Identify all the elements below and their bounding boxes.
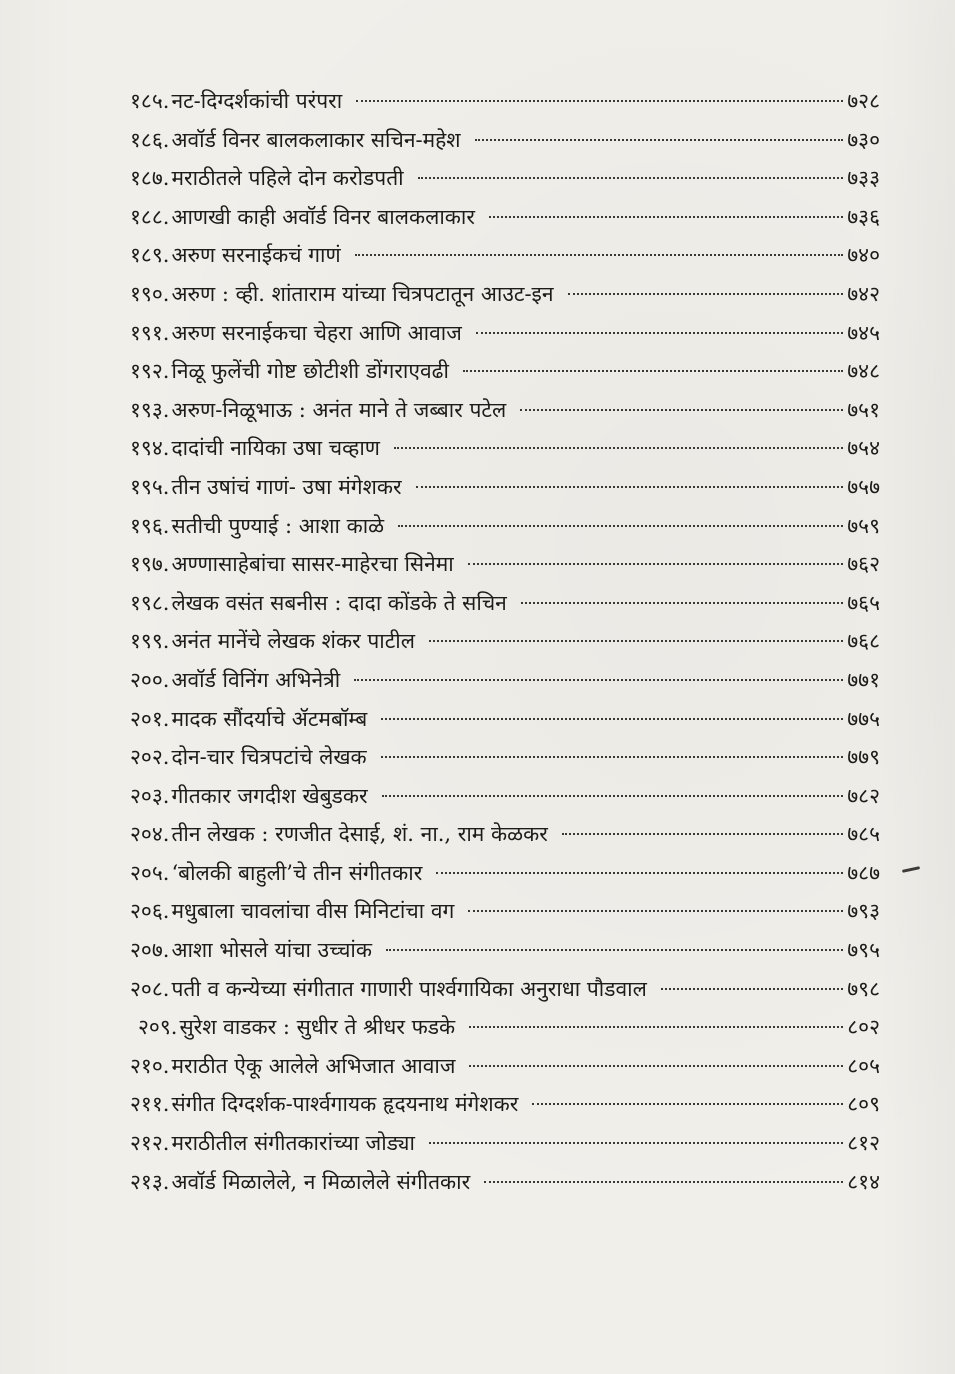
entry-number: २०९. — [138, 1015, 178, 1040]
entry-number: १८५. — [130, 89, 170, 113]
entry-number: १९२. — [130, 359, 170, 384]
toc-entry — [130, 622, 880, 661]
toc-entry — [130, 352, 880, 391]
dot-leader — [354, 679, 843, 681]
entry-page-number: ७५४ — [847, 436, 880, 461]
toc-entry — [130, 584, 880, 623]
toc-entry — [130, 661, 880, 700]
entry-number: २०४. — [130, 822, 170, 847]
entry-number: १९९. — [130, 629, 170, 654]
entry-page-number: ७३० — [847, 127, 880, 152]
entry-number: १९७. — [130, 552, 170, 577]
toc-entry — [130, 507, 880, 546]
entry-page-number: ७३३ — [847, 166, 880, 191]
dot-leader — [521, 602, 843, 604]
toc-entry — [130, 738, 880, 777]
entry-title: अनंत मानेंचे लेखक शंकर पाटील — [171, 629, 415, 654]
entry-number: २१३. — [130, 1169, 170, 1194]
entry-number: १९३. — [130, 397, 170, 422]
toc-entry — [130, 236, 880, 275]
entry-page-number: ७८२ — [847, 783, 880, 808]
dot-leader — [562, 833, 843, 835]
toc-entry — [130, 429, 880, 468]
toc-entry — [130, 1085, 880, 1124]
entry-number: १८६. — [130, 127, 170, 152]
toc-entry — [130, 82, 880, 121]
entry-title: आणखी काही अवॉर्ड विनर बालकलाकार — [171, 204, 475, 229]
entry-number: २१२. — [130, 1131, 170, 1156]
entry-number: १९८. — [130, 590, 170, 615]
toc-entry — [130, 970, 880, 1009]
entry-page-number: ८१४ — [847, 1169, 880, 1194]
entry-page-number: ७९८ — [847, 976, 880, 1001]
entry-number: १९१. — [130, 320, 170, 345]
entry-title: अरुण सरनाईकचं गाणं — [171, 243, 341, 268]
entry-title: पती व कन्येच्या संगीतात गाणारी पार्श्वगायिका अनुराधा पौडवाल — [171, 976, 647, 1001]
entry-page-number: ८०९ — [847, 1092, 880, 1117]
entry-page-number: ८०५ — [847, 1053, 880, 1078]
entry-number: २१०. — [130, 1053, 170, 1078]
entry-page-number: ७५७ — [847, 474, 880, 499]
entry-page-number: ७७५ — [847, 706, 880, 731]
entry-title: मराठीत ऐकू आलेले अभिजात आवाज — [171, 1053, 456, 1078]
entry-page-number: ७४८ — [847, 359, 880, 384]
toc-entry — [130, 854, 880, 893]
entry-page-number: ८०२ — [847, 1015, 880, 1040]
entry-number: १९४. — [130, 436, 170, 461]
toc-entry — [130, 275, 880, 314]
entry-title: अरुण-निळूभाऊ : अनंत माने ते जब्बार पटेल — [171, 397, 507, 422]
entry-title: अरुण सरनाईकचा चेहरा आणि आवाज — [171, 320, 462, 345]
entry-title: तीन उषांचं गाणं- उषा मंगेशकर — [171, 474, 402, 499]
entry-number: २००. — [130, 667, 170, 692]
entry-title: मराठीतले पहिले दोन करोडपती — [171, 166, 404, 191]
dot-leader — [356, 100, 843, 102]
dot-leader — [386, 949, 843, 951]
entry-number: १८८. — [130, 204, 170, 229]
entry-page-number: ७४० — [847, 243, 880, 268]
entry-page-number: ७३६ — [847, 204, 880, 229]
toc-entry — [130, 391, 880, 430]
dot-leader — [468, 910, 843, 912]
toc-entry — [130, 892, 880, 931]
entry-page-number: ७५९ — [847, 513, 880, 538]
dot-leader — [436, 872, 843, 874]
entry-page-number: ७६२ — [847, 552, 880, 577]
toc-entry — [130, 468, 880, 507]
entry-page-number: ७८५ — [847, 822, 880, 847]
entry-page-number: ७४५ — [847, 320, 880, 345]
entry-page-number: ७६८ — [847, 629, 880, 654]
entry-number: २११. — [130, 1092, 170, 1117]
entry-title: सुरेश वाडकर : सुधीर ते श्रीधर फडके — [179, 1015, 456, 1040]
entry-page-number: ७९३ — [847, 899, 880, 924]
toc-entry — [130, 1047, 880, 1086]
entry-title: अवॉर्ड विनर बालकलाकार सचिन-महेश — [171, 127, 461, 152]
entry-title: अवॉर्ड मिळालेले, न मिळालेले संगीतकार — [171, 1169, 471, 1194]
entry-number: २०३. — [130, 783, 170, 808]
toc-entry — [130, 121, 880, 160]
entry-title: नट-दिग्दर्शकांची परंपरा — [171, 89, 343, 113]
entry-page-number: ७६५ — [847, 590, 880, 615]
entry-title: निळू फुलेंची गोष्ट छोटीशी डोंगराएवढी — [171, 359, 449, 384]
dot-leader — [489, 216, 843, 218]
entry-number: २०६. — [130, 899, 170, 924]
dot-leader — [532, 1103, 843, 1105]
dot-leader — [418, 177, 844, 179]
entry-title: तीन लेखक : रणजीत देसाई, शं. ना., राम केळकर — [171, 822, 548, 847]
dot-leader — [429, 1142, 843, 1144]
entry-page-number: ७७१ — [847, 667, 880, 692]
dot-leader — [355, 254, 844, 256]
toc-entry — [130, 1124, 880, 1163]
table-of-contents — [130, 82, 880, 1201]
entry-number: १९५. — [130, 474, 170, 499]
toc-entry — [130, 931, 880, 970]
entry-title: लेखक वसंत सबनीस : दादा कोंडके ते सचिन — [171, 590, 507, 615]
entry-title: ‘बोलकी बाहुली’चे तीन संगीतकार — [171, 860, 423, 885]
entry-title: दोन-चार चित्रपटांचे लेखक — [171, 745, 367, 770]
entry-number: १८९. — [130, 243, 170, 268]
toc-entry — [130, 1163, 880, 1202]
dot-leader — [382, 795, 844, 797]
toc-entry — [130, 314, 880, 353]
entry-number: २०८. — [130, 976, 170, 1001]
dot-leader — [469, 1026, 843, 1028]
entry-title: संगीत दिग्दर्शक-पार्श्वगायक हृदयनाथ मंगेशकर — [171, 1092, 519, 1117]
entry-number: २०५. — [130, 860, 170, 885]
toc-entry — [130, 545, 880, 584]
dot-leader — [469, 1065, 843, 1067]
entry-number: १८७. — [130, 166, 170, 191]
entry-title: मराठीतील संगीतकारांच्या जोड्या — [171, 1131, 415, 1156]
dot-leader — [381, 756, 844, 758]
toc-entry — [130, 777, 880, 816]
entry-title: गीतकार जगदीश खेबुडकर — [171, 783, 368, 808]
entry-page-number: ७८७ — [847, 860, 880, 885]
entry-title: अण्णासाहेबांचा सासर-माहेरचा सिनेमा — [171, 552, 454, 577]
dot-leader — [568, 293, 844, 295]
entry-title: दादांची नायिका उषा चव्हाण — [171, 436, 380, 461]
entry-number: १९६. — [130, 513, 170, 538]
toc-entry — [130, 1008, 880, 1047]
dot-leader — [476, 332, 843, 334]
entry-page-number: ८१२ — [847, 1131, 880, 1156]
dot-leader — [416, 486, 844, 488]
toc-entry — [130, 700, 880, 739]
dot-leader — [520, 409, 843, 411]
entry-title: अवॉर्ड विनिंग अभिनेत्री — [171, 667, 341, 692]
entry-number: २०२. — [130, 745, 170, 770]
entry-title: सतीची पुण्याई : आशा काळे — [171, 513, 385, 538]
entry-page-number: ७५१ — [847, 397, 880, 422]
toc-entry — [130, 159, 880, 198]
dot-leader — [463, 370, 843, 372]
entry-title: मादक सौंदर्याचे ॲटमबॉम्ब — [171, 706, 368, 731]
entry-page-number: ७९५ — [847, 938, 880, 963]
entry-page-number: ७७९ — [847, 745, 880, 770]
dot-leader — [475, 139, 844, 141]
entry-title: मधुबाला चावलांचा वीस मिनिटांचा वग — [171, 899, 455, 924]
dot-leader — [381, 718, 843, 720]
entry-number: २०१. — [130, 706, 170, 731]
dot-leader — [468, 563, 844, 565]
pen-mark — [902, 866, 920, 873]
dot-leader — [394, 447, 843, 449]
entry-page-number: ७४२ — [847, 281, 880, 306]
dot-leader — [484, 1181, 843, 1183]
dot-leader — [661, 988, 843, 990]
toc-entry — [130, 198, 880, 237]
entry-number: १९०. — [130, 281, 170, 306]
toc-entry — [130, 815, 880, 854]
entry-title: अरुण : व्ही. शांताराम यांच्या चित्रपटातून आउट-इन — [171, 281, 554, 306]
entry-title: आशा भोसले यांचा उच्चांक — [171, 938, 372, 963]
entry-number: २०७. — [130, 938, 170, 963]
entry-page-number: ७२८ — [847, 89, 880, 113]
dot-leader — [429, 640, 843, 642]
dot-leader — [398, 525, 843, 527]
